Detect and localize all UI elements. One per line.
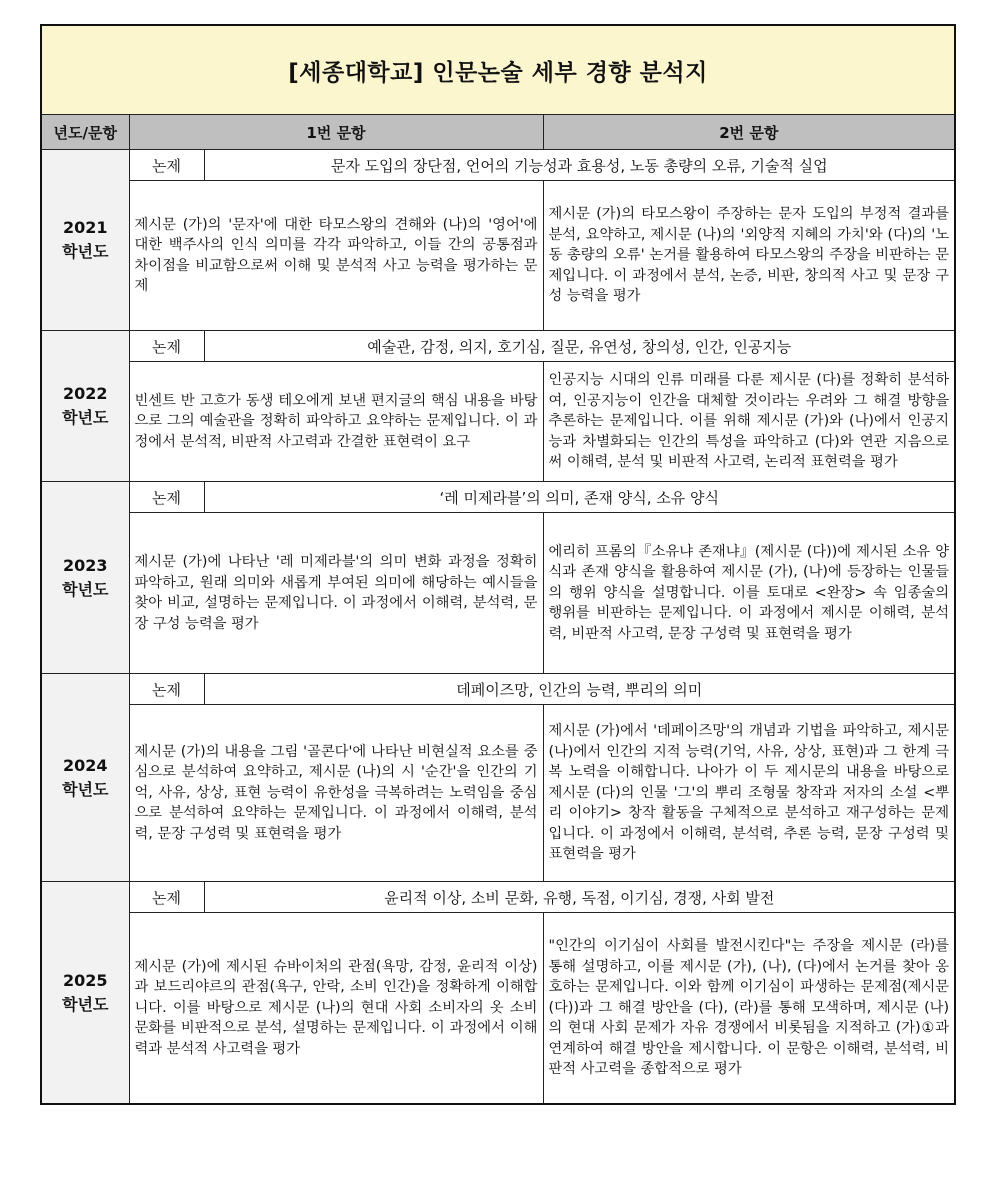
year-number: 2021 bbox=[62, 218, 108, 237]
topic-keywords: 데페이즈망, 인간의 능력, 뿌리의 의미 bbox=[204, 674, 955, 705]
year-number: 2022 bbox=[62, 384, 108, 403]
question-1-description: 제시문 (가)에 나타난 '레 미제라블'의 의미 변화 과정을 정확히 파악하고, 원래 의미와 새롭게 부여된 의미에 해당하는 예시들을 찾아 비교, 설명하는 문제입니다. 이 과정에서 이해력, 분석력, 문장 구성 능력을 평가 bbox=[129, 513, 543, 674]
question-1-description: 제시문 (가)의 내용을 그림 '골콘다'에 나타난 비현실적 요소를 중심으로 분석하여 요약하고, 제시문 (나)의 시 '순간'을 인간의 기억, 사유, 상상, 표현 능력이 유한성을 극복하려는 노력임을 중심으로 분석하여 요약하는 문제입니다. 이 과정에서 이해력, 분석력, 문장 구성력 및 표현력을 평가 bbox=[129, 705, 543, 882]
year-number: 2023 bbox=[62, 555, 108, 575]
question-row bbox=[41, 513, 955, 674]
question-row bbox=[41, 913, 955, 1105]
topic-label: 논제 bbox=[129, 150, 204, 181]
year-row-2024 bbox=[41, 674, 955, 705]
question-row bbox=[41, 181, 955, 331]
question-1-description: 제시문 (가)에 제시된 슈바이처의 관점(욕망, 감정, 윤리적 이상)과 보드리야르의 관점(욕구, 안락, 소비 인간)을 정확하게 이해합니다. 이를 바탕으로 제시문 (나)의 현대 사회 소비자의 옷 소비 문화를 비판적으로 분석, 설명하는 문제입니다. 이 과정에서 이해력과 분석적 사고력을 평가 bbox=[129, 913, 543, 1105]
year-number: 2024 bbox=[62, 755, 108, 775]
year-number: 2025 bbox=[62, 970, 108, 990]
question-row bbox=[41, 705, 955, 882]
header-question-1: 1번 문항 bbox=[129, 115, 543, 150]
question-1-description: 빈센트 반 고흐가 동생 테오에게 보낸 편지글의 핵심 내용을 바탕으로 그의 예술관을 정확히 파악하고 요약하는 문제입니다. 이 과정에서 분석적, 비판적 사고력과 간결한 표현력이 요구 bbox=[129, 362, 543, 482]
question-1-description: 제시문 (가)의 '문자'에 대한 타모스왕의 견해와 (나)의 '영어'에 대한 백주사의 인식 의미를 각각 파악하고, 이들 간의 공통점과 차이점을 비교함으로써 이해 및 분석적 사고 능력을 평가하는 문제 bbox=[129, 181, 543, 331]
year-suffix: 학년도 bbox=[62, 242, 109, 261]
topic-label: 논제 bbox=[129, 482, 204, 513]
question-2-description: "인간의 이기심이 사회를 발전시킨다"는 주장을 제시문 (라)를 통해 설명하고, 이를 제시문 (가), (나), (다)에서 논거를 찾아 옹호하는 문제입니다. 이와 함께 이기심이 파생하는 문제점(제시문 (다))과 그 해결 방안을 (다), (라)를 통해 모색하며, 제시문 (나)의 현대 사회 문제가 자유 경쟁에서 비롯됨을 지적하고 (가)①과 연계하여 해결 방안을 제시합니다. 이 문항은 이해력, 분석력, 비판적 사고력을 종합적으로 평가 bbox=[543, 913, 955, 1105]
year-suffix: 학년도 bbox=[62, 408, 109, 427]
year-cell bbox=[41, 482, 129, 674]
question-row bbox=[41, 362, 955, 482]
analysis-table bbox=[40, 24, 956, 1105]
page-title: [세종대학교] 인문논술 세부 경향 분석지 bbox=[41, 25, 955, 115]
year-suffix: 학년도 bbox=[62, 779, 109, 799]
topic-keywords: 문자 도입의 장단점, 언어의 기능성과 효용성, 노동 총량의 오류, 기술적 실업 bbox=[204, 150, 955, 181]
question-2-description: 제시문 (가)에서 '데페이즈망'의 개념과 기법을 파악하고, 제시문 (나)에서 인간의 지적 능력(기억, 사유, 상상, 표현)과 그 한계 극복 노력을 이해합니다. 나아가 이 두 제시문의 내용을 바탕으로 제시문 (다)의 인물 '그'의 뿌리 조형물 창작과 저자의 소설 <뿌리 이야기> 창작 활동을 구체적으로 분석하고 재구성하는 문제입니다. 이 과정에서 이해력, 분석력, 추론 능력, 문장 구성력 및 표현력을 평가 bbox=[543, 705, 955, 882]
year-cell bbox=[41, 331, 129, 482]
year-row-2021 bbox=[41, 150, 955, 181]
header-row bbox=[41, 115, 955, 150]
year-cell bbox=[41, 674, 129, 882]
topic-keywords: 예술관, 감정, 의지, 호기심, 질문, 유연성, 창의성, 인간, 인공지능 bbox=[204, 331, 955, 362]
topic-keywords: ‘레 미제라블’의 의미, 존재 양식, 소유 양식 bbox=[204, 482, 955, 513]
question-2-description: 에리히 프롬의『소유냐 존재냐』(제시문 (다))에 제시된 소유 양식과 존재 양식을 활용하여 제시문 (가), (나)에 등장하는 인물들의 행위 양식을 설명합니다. 이를 토대로 <완장> 속 임종술의 행위를 비판하는 문제입니다. 이 과정에서 제시문 이해력, 분석력, 비판적 사고력, 문장 구성력 및 표현력을 평가 bbox=[543, 513, 955, 674]
question-2-description: 인공지능 시대의 인류 미래를 다룬 제시문 (다)를 정확히 분석하여, 인공지능이 인간을 대체할 것이라는 우려와 그 해결 방향을 추론하는 문제입니다. 이를 위해 제시문 (가)와 (나)에서 인공지능과 차별화되는 인간의 특성을 파악하고 (다)와 연관 지음으로써 이해력, 분석 및 비판적 사고력, 논리적 표현력을 평가 bbox=[543, 362, 955, 482]
year-cell bbox=[41, 882, 129, 1105]
topic-label: 논제 bbox=[129, 882, 204, 913]
year-row-2025 bbox=[41, 882, 955, 913]
year-suffix: 학년도 bbox=[62, 579, 109, 599]
header-year: 년도/문항 bbox=[41, 115, 129, 150]
topic-label: 논제 bbox=[129, 674, 204, 705]
question-2-description: 제시문 (가)의 타모스왕이 주장하는 문자 도입의 부정적 결과를 분석, 요약하고, 제시문 (나)의 '외양적 지혜의 가치'와 (다)의 '노동 총량의 오류' 논거를 활용하여 타모스왕의 주장을 비판하는 문제입니다. 이 과정에서 분석, 논증, 비판, 창의적 사고 및 문장 구성 능력을 평가 bbox=[543, 181, 955, 331]
analysis-sheet bbox=[40, 24, 954, 1105]
year-row-2023 bbox=[41, 482, 955, 513]
topic-keywords: 윤리적 이상, 소비 문화, 유행, 독점, 이기심, 경쟁, 사회 발전 bbox=[204, 882, 955, 913]
year-cell bbox=[41, 150, 129, 331]
year-row-2022 bbox=[41, 331, 955, 362]
header-question-2: 2번 문항 bbox=[543, 115, 955, 150]
topic-label: 논제 bbox=[129, 331, 204, 362]
year-suffix: 학년도 bbox=[62, 994, 109, 1014]
